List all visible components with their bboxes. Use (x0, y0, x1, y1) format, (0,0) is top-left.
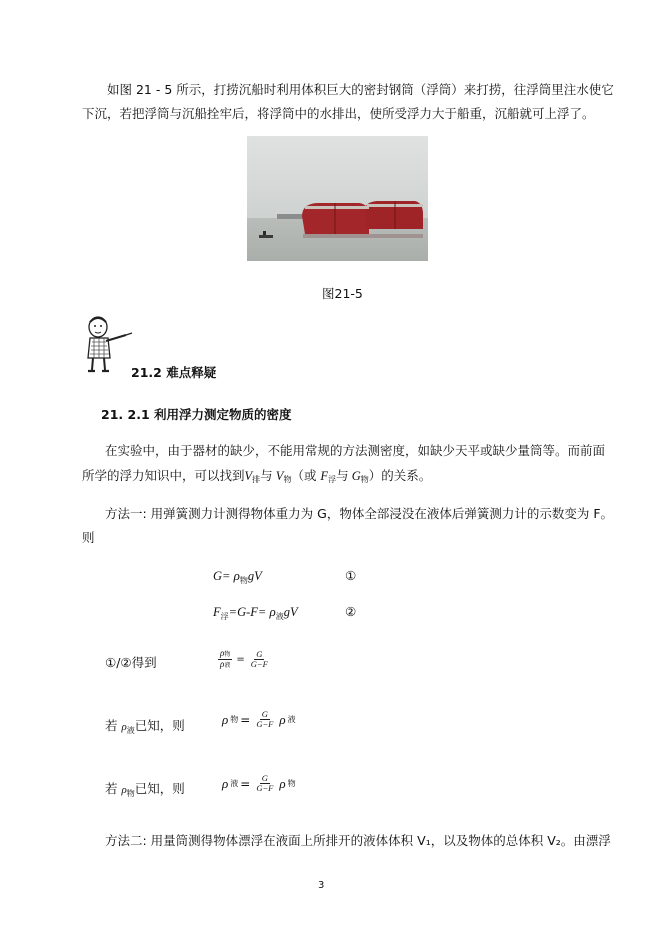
equation-2: $F_浮=G-F= \rho_液gV$ (213, 604, 298, 621)
page-number: 3 (318, 880, 325, 891)
salvage-photo (247, 136, 428, 261)
case2-formula: ρ 液 = $\frac{G}{G-F}$ ρ 物 (222, 773, 296, 793)
case1-text: 若 $\rho_液$已知，则 (105, 718, 185, 735)
equation-1-number: ① (345, 568, 357, 583)
salvage-pontoon-image (247, 136, 428, 261)
para1-line-1: 在实验中，由于器材的缺少，不能用常规的方法测密度，如缺少天平或缺少量筒等。而前面 (105, 443, 606, 458)
equation-2-number: ② (345, 604, 357, 619)
method1-line-1: 方法一: 用弹簧测力计测得物体重力为 G，物体全部浸没在液体后弹簧测力计的示数变为 F。 (105, 506, 614, 521)
ratio-formula: $\frac{\text{ρ物}}{\text{ρ液}}$ = $\frac{G}{G-F}$ (220, 648, 268, 669)
case2-text: 若 $\rho_物$已知，则 (105, 781, 185, 798)
section-title: 21.2 难点释疑 (131, 365, 217, 380)
equation-1: $G= \rho_物gV$ (213, 568, 262, 585)
figure-caption: 图21-5 (322, 286, 363, 301)
method2-line-1: 方法二: 用量筒测得物体漂浮在液面上所排开的液体体积 V₁，以及物体的总体积 V₂。由漂浮 (105, 833, 611, 848)
para1-line-2: 所学的浮力知识中，可以找到$V_排$与 $V_物$（或 $F_浮$与 $G_物$）的关系。 (82, 468, 432, 484)
ratio-label: ①/②得到 (105, 655, 157, 670)
subsection-title: 21. 2.1 利用浮力测定物质的密度 (101, 407, 292, 422)
method1-line-2: 则 (82, 530, 95, 545)
intro-line-1: 如图 21 - 5 所示，打捞沉船时利用体积巨大的密封钢筒（浮筒）来打捞，往浮筒里注水使它 (107, 82, 614, 97)
intro-line-2: 下沉，若把浮筒与沉船拴牢后，将浮筒中的水排出，使所受浮力大于船重，沉船就可上浮了。 (82, 106, 595, 121)
case1-formula: ρ 物 = $\frac{G}{G-F}$ ρ 液 (222, 709, 296, 729)
